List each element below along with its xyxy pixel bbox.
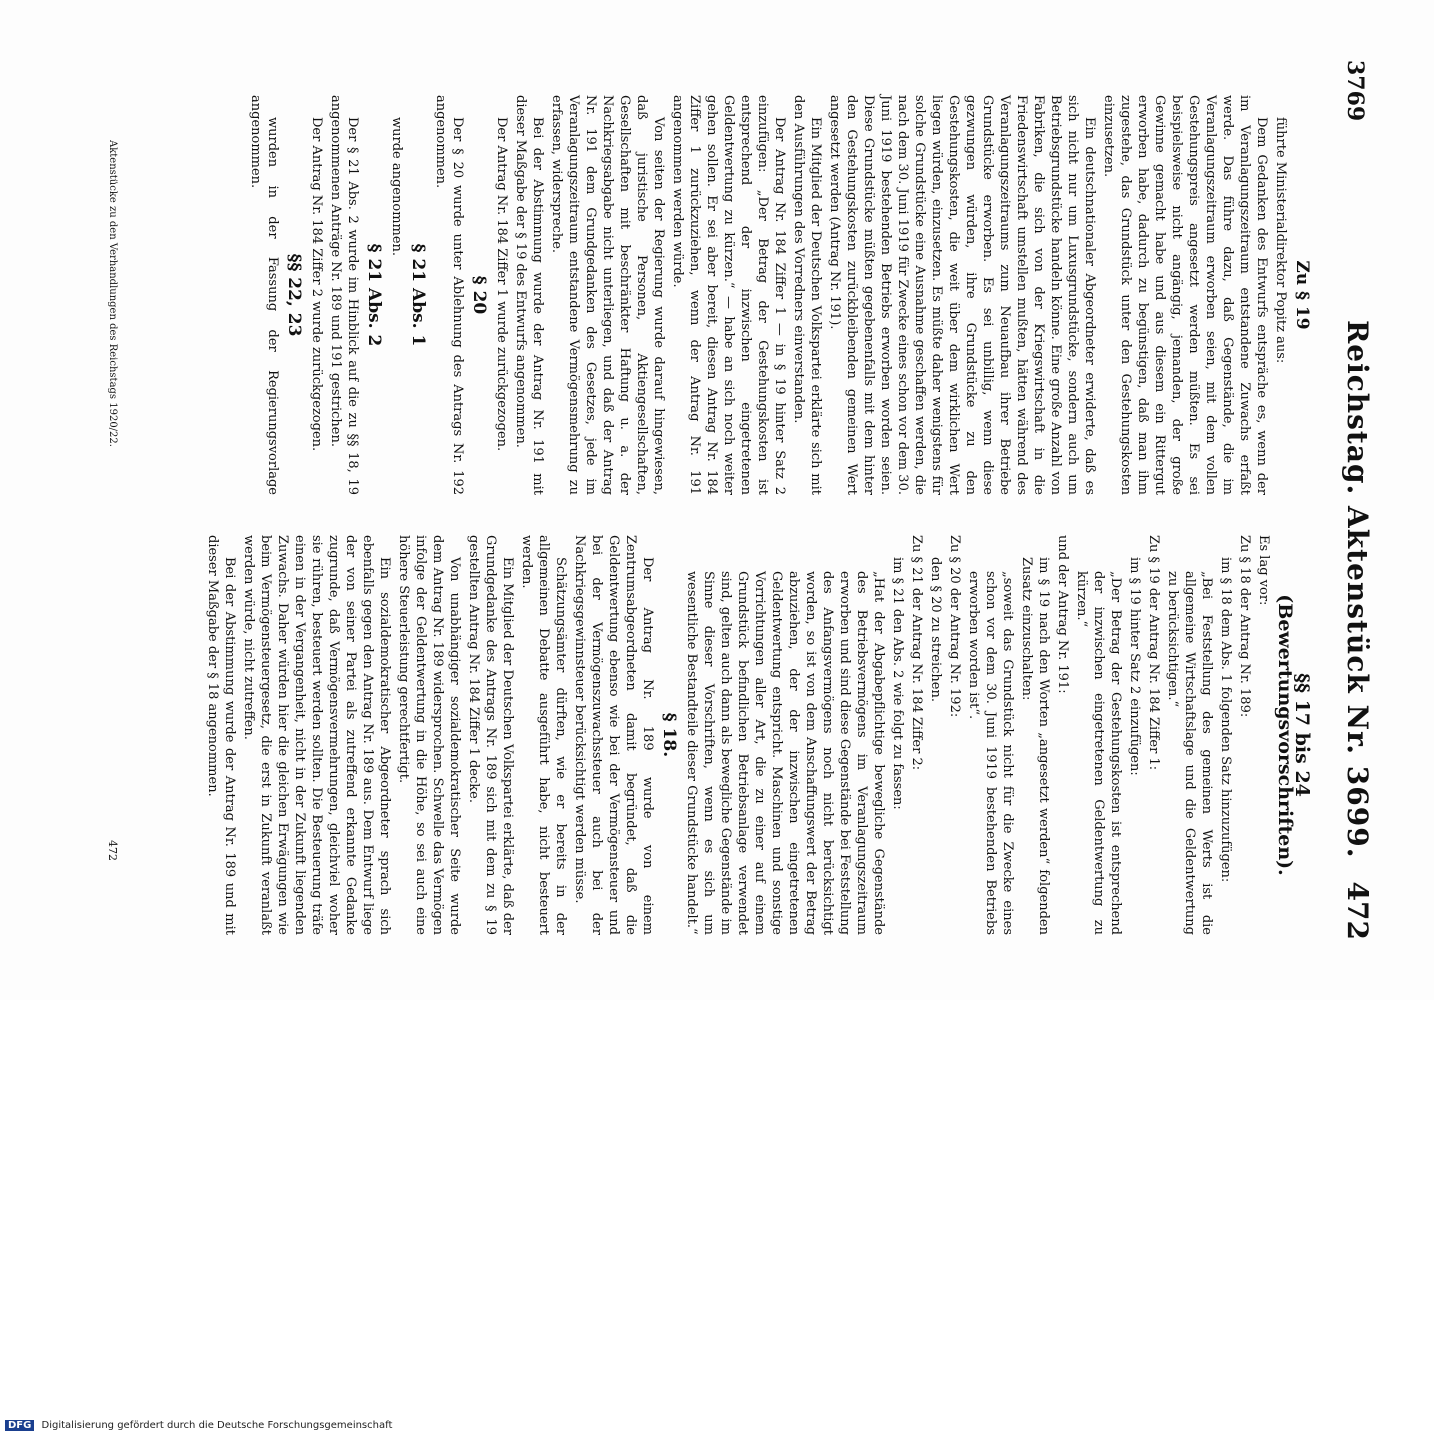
section-heading: § 21 Abs. 1 — [408, 243, 428, 347]
paragraph: Der Antrag Nr. 184 Ziffer 2 wurde zurückgezogen. — [309, 117, 324, 452]
section-heading: §§ 17 bis 24 (Bewertungsvorschriften). — [1274, 594, 1313, 876]
right-text-column — [202, 535, 1316, 935]
paragraph: Der Antrag Nr. 184 Ziffer 1 wurde zurückgezogen. — [494, 117, 509, 452]
paragraph: „Bei Feststellung des gemeinen Werts ist die allgemeine Wirtschaftslage und die Geldentwertung zu berücksichtigen.“ — [1165, 571, 1214, 935]
left-text-column — [245, 95, 1316, 495]
footer-note: Aktenstücke zu den Verhandlungen des Reichstags 1920/22. — [107, 140, 118, 447]
paragraph: Der § 21 Abs. 2 wurde im Hinblick auf die zu §§ 18, 19 angenommenen Anträge Nr. 189 und 191 gestrichen. — [328, 95, 360, 495]
digitization-note — [5, 1420, 392, 1431]
section-heading: §§ 22, 23 — [284, 253, 304, 337]
paragraph: Zu § 18 der Antrag Nr. 189: — [1237, 535, 1252, 718]
dfg-logo: DFG — [5, 1420, 34, 1431]
paragraph: Zu § 21 der Antrag Nr. 184 Ziffer 2: — [909, 535, 924, 771]
paragraph: Der Antrag Nr. 184 Ziffer 1 — in § 19 hinter Satz 2 einzufügen: „Der Betrag der Gestehungskosten ist entsprechend der inzwischen eingetretenen Geldentwertung zu kürzen.“ — habe an sich noch weiter gehen sollen. Er sei aber bereit, diesen Antrag Nr. 184 Ziffer 1 zurückzuziehen, wenn der Antrag Nr. 191 angenommen werden würde. — [670, 95, 787, 495]
paragraph: Ein Mitglied der Deutschen Volkspartei erklärte sich mit den Ausführungen des Vorredners einverstanden. — [791, 95, 823, 495]
paragraph: Es lag vor: — [1256, 535, 1271, 606]
paragraph: und der Antrag Nr. 191: — [1055, 535, 1070, 694]
paragraph: Von unabhängiger sozialdemokratischer Seite wurde dem Antrag Nr. 189 widersprochen. Schwelle das Vermögen infolge der Geldentwertung in die Höhe, so sei auch eine höhere Steuerleistung gerechtfertigt. — [396, 535, 462, 935]
section-heading: § 18. — [659, 712, 679, 758]
paragraph: Ein deutschnationaler Abgeordneter erwiderte, daß es sich nicht nur um Luxusgrundstücke, sondern auch um Betriebsgrundstücke handeln könne. Eine große Anzahl von Fabriken, die sich von der Kriegswirtschaft in die Friedenswirtschaft umstellen mußten, hätten während des Veranlagungszeitraums zum Neuaufbau ihrer Betriebe Grundstücke erworben. Es sei unbillig, wenn diese gezwungen würden, ihre Grundstücke zu den Gestehungskosten, die weit über dem wirklichen Wert liegen würden, einzusetzen. Es müßte daher wenigstens für solche Grundstücke eine Ausnahme geschaffen werden, die nach dem 30. Juni 1919 für Zwecke eines schon vor dem 30. Juni 1919 bestehenden Betriebs erworben worden seien. Diese Grundstücke müßten gegebenenfalls mit dem hinter den Gestehungskosten zurückbleibenden gemeinen Wert angesetzt werden (Antrag Nr. 191). — [827, 95, 1097, 495]
bottom-page-number: 472 — [106, 840, 119, 861]
paragraph: wurde angenommen. — [389, 117, 404, 257]
paragraph: Bei der Abstimmung wurde der Antrag Nr. 191 mit dieser Maßgabe der § 19 des Entwurfs angenommen. — [513, 95, 545, 495]
header-title: Reichstag. Aktenstück Nr. 3699. — [1341, 320, 1374, 859]
paragraph: Der § 20 wurde unter Ablehnung des Antrags Nr. 192 angenommen. — [433, 95, 465, 495]
paragraph: im § 19 nach den Worten „angesetzt werden“ folgenden Zusatz einzuschalten: — [1019, 557, 1051, 935]
paragraph: „Hat der Abgabepflichtige bewegliche Gegenstände des Betriebsvermögens im Veranlagungszeitraum erworben und sind diese Gegenstände bei Feststellung des Anfangsvermögens noch nicht berücksichtigt worden, so ist von dem Anschaffungswert der Betrag abzuziehen, der der inzwischen eingetretenen Geldentwertung entspricht. Maschinen und sonstige Vorrichtungen aller Art, die zu einer auf einem Grundstück befindlichen Betriebsanlage verwendet sind, gelten auch dann als bewegliche Gegenstände im Sinne dieser Vorschriften, wenn es sich um wesentliche Bestandteile dieser Grundstücke handelt.“ — [684, 571, 886, 935]
paragraph: Dem Gedanken des Entwurfs entspräche es, wenn der im Veranlagungszeitraum entstandene Zuwachs erfaßt werde. Das führe dazu, daß Gegenstände, die im Veranlagungszeitraum erworben seien, mit dem vollen Gestehungspreis angesetzt werden müßten. Es sei beispielsweise nicht angängig, jemanden, der große Gewinne gemacht habe und aus diesem ein Rittergut erworben habe, dadurch zu begünstigen, daß man ihm zugestehe, das Grundstück unter den Gestehungskosten einzusetzen. — [1101, 95, 1269, 495]
paragraph: führte Ministerialdirektor Popitz aus: — [1273, 117, 1288, 364]
paragraph: im § 18 dem Abs. 1 folgenden Satz hinzuzufügen: — [1218, 557, 1233, 883]
paragraph: Von seiten der Regierung wurde darauf hingewiesen, daß juristische Personen, Aktiengesellschaften, Gesellschaften mit beschränkter Haftung u. a. der Nachkriegsabgabe nicht unterliegen, und daß der Antrag Nr. 191 dem Grundgedanken des Gesetzes, jede im Veranlagungszeitraum entstandene Vermögensmehrung zu erfassen, widerspreche. — [549, 95, 666, 495]
paragraph: im § 21 den Abs. 2 wie folgt zu fassen: — [890, 557, 905, 810]
section-heading: Zu § 19 — [1292, 260, 1312, 330]
paragraph: Schätzungsämter dürften, wie er bereits in der allgemeinen Debatte ausgeführt habe, nicht besteuert werden. — [519, 535, 568, 935]
paragraph: Zu § 19 der Antrag Nr. 184 Ziffer 1: — [1146, 535, 1161, 771]
paragraph: Zu § 20 der Antrag Nr. 192: — [947, 535, 962, 718]
paragraph: wurden in der Fassung der Regierungsvorlage angenommen. — [248, 95, 280, 495]
paragraph: Bei der Abstimmung wurde der Antrag Nr. 189 und mit dieser Maßgabe der § 18 angenommen. — [205, 535, 237, 935]
paragraph: „Der Betrag der Gestehungskosten ist entsprechend der inzwischen eingetretenen Geldentwertung zu kürzen.“ — [1074, 571, 1123, 935]
paragraph: Ein Mitglied der Deutschen Volkspartei erklärte, daß der Grundgedanke des Antrags Nr. 189 sich mit dem zu § 19 gestellten Antrag Nr. 184 Ziffer 1 decke. — [466, 535, 515, 935]
page-header — [1334, 60, 1374, 940]
digitization-text: Digitalisierung gefördert durch die Deutsche Forschungsgemeinschaft — [41, 1420, 393, 1431]
header-right-number: 472 — [1341, 881, 1374, 940]
paragraph: den § 20 zu streichen. — [928, 557, 943, 702]
paragraph: Der Antrag Nr. 189 wurde von einem Zentrumsabgeordneten damit begründet, daß die Geldentwertung ebenso wie bei der Vermögensteuer und bei der Vermögenszuwachssteuer auch bei der Nachkriegsgewinnsteuer berücksichtigt werden müsse. — [572, 535, 655, 935]
section-heading: § 20 — [469, 275, 489, 315]
section-heading: § 21 Abs. 2 — [364, 243, 384, 347]
paragraph: „soweit das Grundstück nicht für die Zwecke eines schon vor dem 30. Juni 1919 bestehenden Betriebs erworben worden ist“. — [966, 571, 1015, 935]
header-page-number: 3769 — [1342, 60, 1368, 122]
paragraph: Ein sozialdemokratischer Abgeordneter sprach sich ebenfalls gegen den Antrag Nr. 189 aus. Dem Entwurf liege der von seiner Partei als zutreffend erkannte Gedanke zugrunde, daß Vermögensvermehrungen, gleichviel woher sie rühren, besteuert werden sollten. Die Besteuerung träfe einen in der Vergangenheit, nicht in der Zukunft liegenden Zuwachs. Daher würden hier die gleichen Erwägungen wie beim Vermögensteuergesetz, die erst in Zukunft veranlaßt werden würde, nicht zutreffen. — [241, 535, 392, 935]
paragraph: im § 19 hinter Satz 2 einzufügen: — [1127, 557, 1142, 776]
